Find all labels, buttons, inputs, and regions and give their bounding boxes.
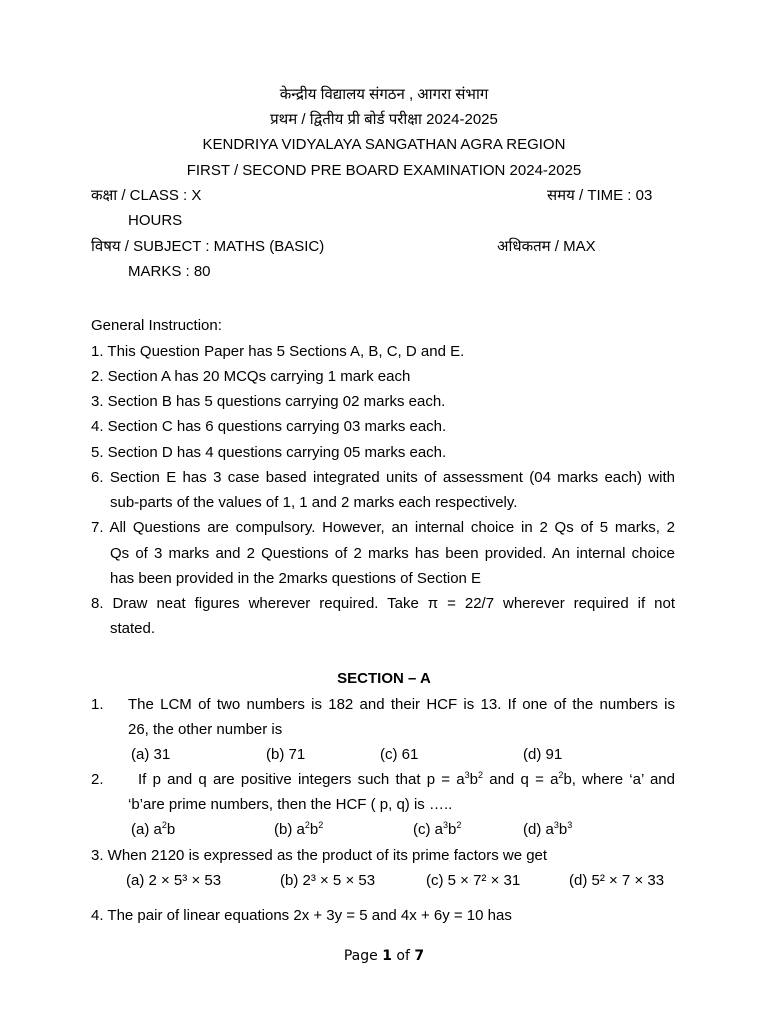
opt-text: b <box>309 821 319 838</box>
opt-exponent: 3 <box>567 820 573 830</box>
opt-exponent: 3 <box>443 820 449 830</box>
page-number: 1 <box>382 948 392 964</box>
option-d <box>523 821 572 839</box>
instruction-item-7-line3: has been provided in the 2marks questions of Section E <box>110 570 482 587</box>
option-b: (b) 2³ × 5 × 53 <box>280 872 376 889</box>
class-label: कक्षा / CLASS : X <box>91 187 202 204</box>
option-d: (d) 91 <box>523 746 563 763</box>
opt-text: b <box>448 821 457 838</box>
of-word: of <box>396 948 410 964</box>
q2-text: b <box>469 771 478 788</box>
opt-exponent: 2 <box>304 820 310 830</box>
q2-text: and q = a <box>483 771 559 788</box>
opt-text: (c) a <box>413 821 443 838</box>
page-total: 7 <box>414 948 425 964</box>
header-english-exam: FIRST / SECOND PRE BOARD EXAMINATION 2024-2025 <box>186 162 582 179</box>
option-a: (a) 31 <box>131 746 171 763</box>
instruction-item-8-line1: 8. Draw neat figures wherever required. Take π = 22/7 wherever required if not <box>91 595 675 612</box>
instruction-item-6-line2: sub-parts of the values of 1, 1 and 2 marks each respectively. <box>110 494 518 511</box>
header-hindi-exam-year: 2024-2025 <box>426 111 498 128</box>
question-3-text: 3. When 2120 is expressed as the product of its prime factors we get <box>91 847 548 864</box>
instruction-item-6-line1: 6. Section E has 3 case based integrated units of assessment (04 marks each) with <box>91 469 675 486</box>
question-1-line1: The LCM of two numbers is 182 and their HCF is 13. If one of the numbers is <box>128 696 675 713</box>
q2-exponent: 3 <box>464 770 470 780</box>
instruction-item: 2. Section A has 20 MCQs carrying 1 mark each <box>91 368 411 385</box>
max-marks-continuation: MARKS : 80 <box>128 263 211 280</box>
opt-text: b <box>558 821 568 838</box>
q2-exponent: 2 <box>558 770 564 780</box>
q2-text: b, where ‘a’ and <box>563 771 675 788</box>
subject-label: विषय / SUBJECT : MATHS (BASIC) <box>91 238 325 255</box>
header-hindi-region: केन्द्रीय विद्यालय संगठन , आगरा संभाग <box>279 86 489 103</box>
page-footer <box>0 947 768 965</box>
instruction-item-7-line1: 7. All Questions are compulsory. However, an internal choice in 2 Qs of 5 marks, 2 <box>91 519 675 536</box>
question-number: 2. <box>91 771 104 788</box>
opt-text: (a) a <box>131 821 162 838</box>
header-hindi-exam <box>0 111 768 129</box>
opt-exponent: 2 <box>318 820 324 830</box>
instruction-item: 5. Section D has 4 questions carrying 05 marks each. <box>91 444 447 461</box>
option-c: (c) 5 × 7² × 31 <box>426 872 521 889</box>
instruction-item-7-line2: Qs of 3 marks and 2 Questions of 2 marks has been provided. An internal choice <box>110 545 675 562</box>
time-continuation: HOURS <box>128 212 183 229</box>
instruction-item: 4. Section C has 6 questions carrying 03 marks each. <box>91 418 447 435</box>
opt-exponent: 2 <box>456 820 462 830</box>
header-hindi-exam-text: प्रथम / द्वितीय प्री बोर्ड परीक्षा <box>270 111 422 128</box>
option-b <box>274 821 323 839</box>
time-label: समय / TIME : 03 <box>547 187 653 204</box>
question-2-line2: ‘b’are prime numbers, then the HCF ( p, q) is ….. <box>128 796 453 813</box>
option-a: (a) 2 × 5³ × 53 <box>126 872 222 889</box>
opt-text: (d) a <box>523 821 554 838</box>
option-c <box>413 821 461 839</box>
opt-exponent: 3 <box>553 820 559 830</box>
question-number: 1. <box>91 696 104 713</box>
header-english-region: KENDRIYA VIDYALAYA SANGATHAN AGRA REGION <box>202 136 566 153</box>
instruction-item: 3. Section B has 5 questions carrying 02 marks each. <box>91 393 446 410</box>
option-d: (d) 5² × 7 × 33 <box>569 872 665 889</box>
opt-exponent: 2 <box>161 820 167 830</box>
section-title: SECTION – A <box>337 670 431 687</box>
q2-text: If p and q are positive integers such that p = a <box>138 771 465 788</box>
question-1-line2: 26, the other number is <box>128 721 283 738</box>
opt-text: (b) a <box>274 821 305 838</box>
option-b: (b) 71 <box>266 746 306 763</box>
q2-exponent: 2 <box>478 770 484 780</box>
instructions-title: General Instruction: <box>91 317 222 334</box>
option-a <box>131 821 175 839</box>
question-4-text: 4. The pair of linear equations 2x + 3y = 5 and 4x + 6y = 10 has <box>91 907 512 924</box>
opt-text: b <box>166 821 176 838</box>
instruction-item-8-line2: stated. <box>110 620 156 637</box>
option-c: (c) 61 <box>380 746 419 763</box>
max-marks-label: अधिकतम / MAX <box>497 238 596 255</box>
question-2-line1 <box>138 771 675 789</box>
page-word: Page <box>343 948 378 964</box>
instruction-item: 1. This Question Paper has 5 Sections A, B, C, D and E. <box>91 343 465 360</box>
